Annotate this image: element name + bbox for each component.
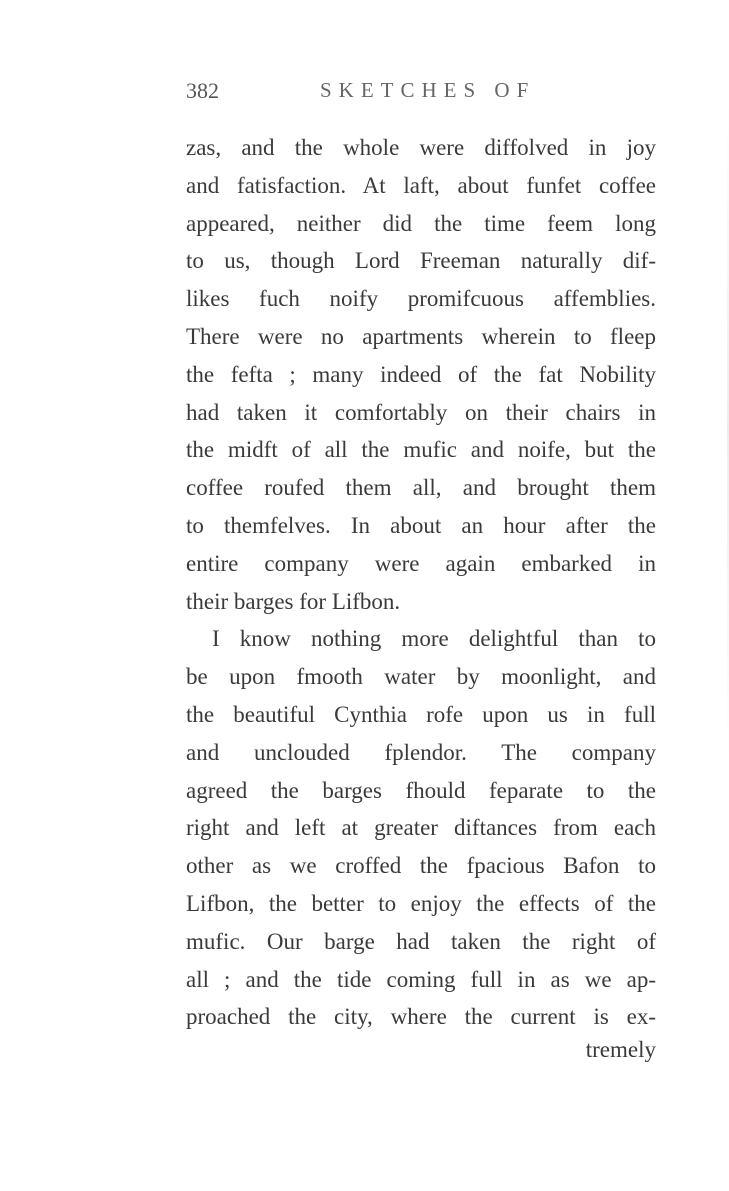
page-header bbox=[186, 78, 656, 108]
catchword: tremely bbox=[585, 1037, 656, 1062]
text-line: had taken it comfortably on their chairs in bbox=[186, 399, 656, 425]
text-line: and fatisfaction. At laft, about funfet coffee bbox=[186, 172, 656, 198]
text-line: mufic. Our barge had taken the right of bbox=[186, 928, 656, 954]
text-line: right and left at greater diftances from each bbox=[186, 815, 656, 841]
text-line: zas, and the whole were diffolved in joy bbox=[186, 135, 656, 160]
text-line: the midft of all the mufic and noife, but the bbox=[186, 437, 656, 463]
text-line: agreed the barges fhould feparate to the bbox=[186, 777, 656, 803]
text-line: be upon fmooth water by moonlight, and bbox=[186, 664, 656, 690]
text-line: likes fuch noify promifcuous affemblies. bbox=[186, 286, 656, 312]
text-line: all ; and the tide coming full in as we ap- bbox=[186, 966, 656, 992]
text-line: other as we croffed the fpacious Bafon to bbox=[186, 853, 656, 879]
text-line: and unclouded fplendor. The company bbox=[186, 739, 656, 765]
text-line: appeared, neither did the time feem long bbox=[186, 210, 656, 236]
text-line: proached the city, where the current is ex- bbox=[186, 1004, 656, 1030]
text-line: the fefta ; many indeed of the fat Nobility bbox=[186, 361, 656, 387]
text-line: entire company were again embarked in bbox=[186, 550, 656, 576]
text-line: their barges for Lifbon. bbox=[186, 588, 401, 614]
text-line: Lifbon, the better to enjoy the effects of the bbox=[186, 890, 656, 916]
running-head: SKETCHES OF bbox=[320, 78, 536, 102]
page-number: 382 bbox=[186, 78, 219, 103]
text-line: to us, though Lord Freeman naturally dif- bbox=[186, 248, 656, 274]
text-line: I know nothing more delightful than to bbox=[212, 626, 656, 652]
text-line: the beautiful Cynthia rofe upon us in full bbox=[186, 701, 656, 727]
body-text bbox=[186, 129, 656, 1036]
text-line: to themfelves. In about an hour after the bbox=[186, 512, 656, 538]
text-line: There were no apartments wherein to fleep bbox=[186, 323, 656, 349]
text-line: coffee roufed them all, and brought them bbox=[186, 475, 656, 501]
